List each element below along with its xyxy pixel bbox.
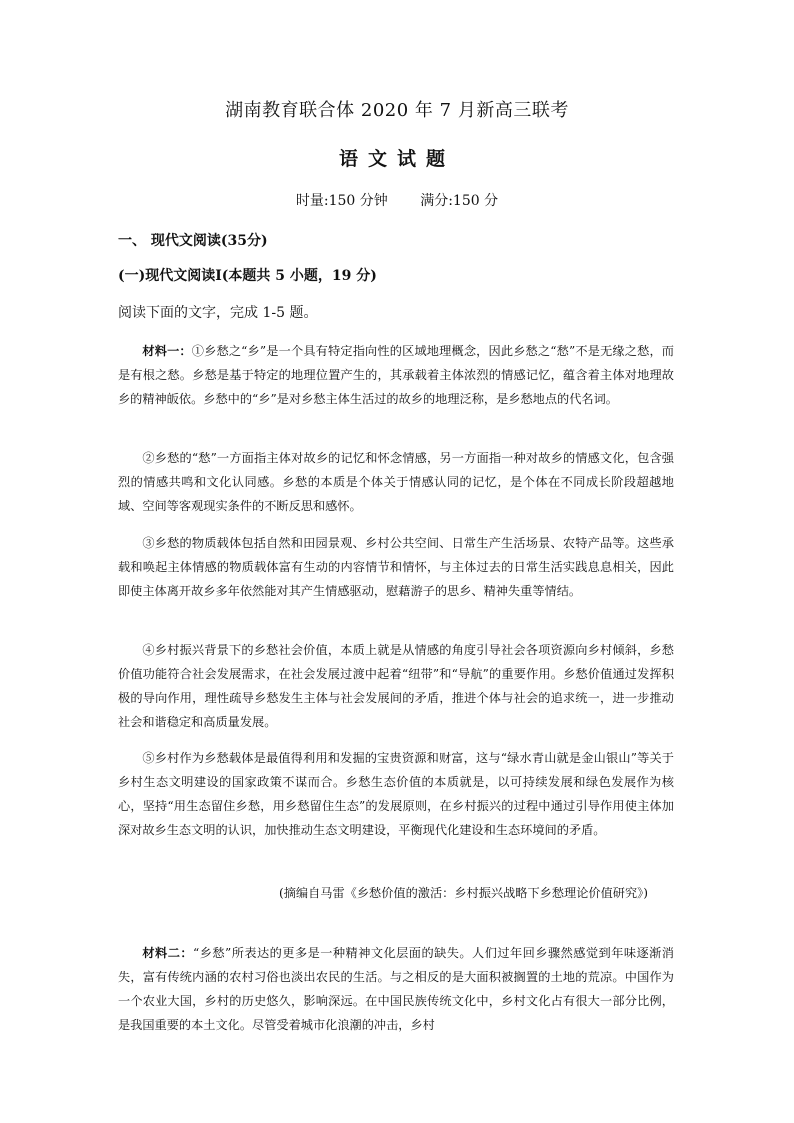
time-info [0,190,794,210]
material1-source: (摘编自马雷《乡愁价值的激活：乡村振兴战略下乡愁理论价值研究》) [278,886,648,900]
section-heading: 一、 现代文阅读(35分) [118,233,268,249]
full-score-text: 满分:150 分 [420,193,499,209]
material2-paragraph-1 [118,941,674,1037]
material1-paragraph-2: ②乡愁的“愁”一方面指主体对故乡的记忆和怀念情感，另一方面指一种对故乡的情感文化，包含强烈的情感共鸣和文化认同感。乡愁的本质是个体关于情感认同的记忆，是个体在不同成长阶段超越地域、空间等客观现实条件的不断反思和感怀。 [118,451,674,513]
material1-paragraph-5: ⑤乡村作为乡愁载体是最值得利用和发掘的宝贵资源和财富，这与“绿水青山就是金山银山”等关于乡村生态文明建设的国家政策不谋而合。乡愁生态价值的本质就是，以可持续发展和绿色发展作为核心，坚持“用生态留住乡愁，用乡愁留住生态”的发展原则，在乡村振兴的过程中通过引导作用使主体加深对故乡生态文明的认识，加快推动生态文明建设，平衡现代化建设和生态环境间的矛盾。 [118,751,674,837]
part-heading: (一)现代文阅读Ⅰ(本题共 5 小题，19 分) [118,268,377,284]
material1-label: 材料一： [142,344,192,358]
material2-label: 材料二： [142,946,193,960]
material1-paragraph-3: ③乡愁的物质载体包括自然和田园景观、乡村公共空间、日常生产生活场景、农特产品等。这些承载和唤起主体情感的物质载体富有生动的内容情节和情怀，与主体过去的日常生活实践息息相关，因此即使主体离开故乡多年依然能对其产生情感驱动，慰藉游子的思乡、精神失重等情结。 [118,536,674,598]
material1-paragraph-4: ④乡村振兴背景下的乡愁社会价值，本质上就是从情感的角度引导社会各项资源向乡村倾斜，乡愁价值功能符合社会发展需求，在社会发展过渡中起着“纽带”和“导航”的重要作用。乡愁价值通过发挥积极的导向作用，理性疏导乡愁发生主体与社会发展间的矛盾，推进个体与社会的追求统一，进一步推动社会和谐稳定和高质量发展。 [118,643,674,729]
exam-title: 湖南教育联合体 2020 年 7 月新高三联考 [225,100,569,121]
duration-text: 时量:150 分钟 [295,193,388,209]
subject-title: 语文试题 [338,148,455,170]
material1-paragraph-1 [118,339,674,411]
reading-instruction: 阅读下面的文字，完成 1-5 题。 [118,305,318,321]
material2-p1-text: “乡愁”所表达的更多是一种精神文化层面的缺失。人们过年回乡骤然感觉到年味逐渐消失，富有传统内涵的农村习俗也淡出农民的生活。与之相反的是大面积被搁置的土地的荒凉。中国作为一个农业大国，乡村的历史悠久，影响深远。在中国民族传统文化中，乡村文化占有很大一部分比例，是我国重要的本土文化。尽管受着城市化浪潮的冲击，乡村 [118,946,674,1032]
material1-p1-text: ①乡愁之“乡”是一个具有特定指向性的区域地理概念，因此乡愁之“愁”不是无缘之愁，而是有根之愁。乡愁是基于特定的地理位置产生的，其承载着主体浓烈的情感记忆，蕴含着主体对地理故乡的精神皈依。乡愁中的“乡”是对乡愁主体生活过的故乡的地理泛称，是乡愁地点的代名词。 [118,344,674,406]
